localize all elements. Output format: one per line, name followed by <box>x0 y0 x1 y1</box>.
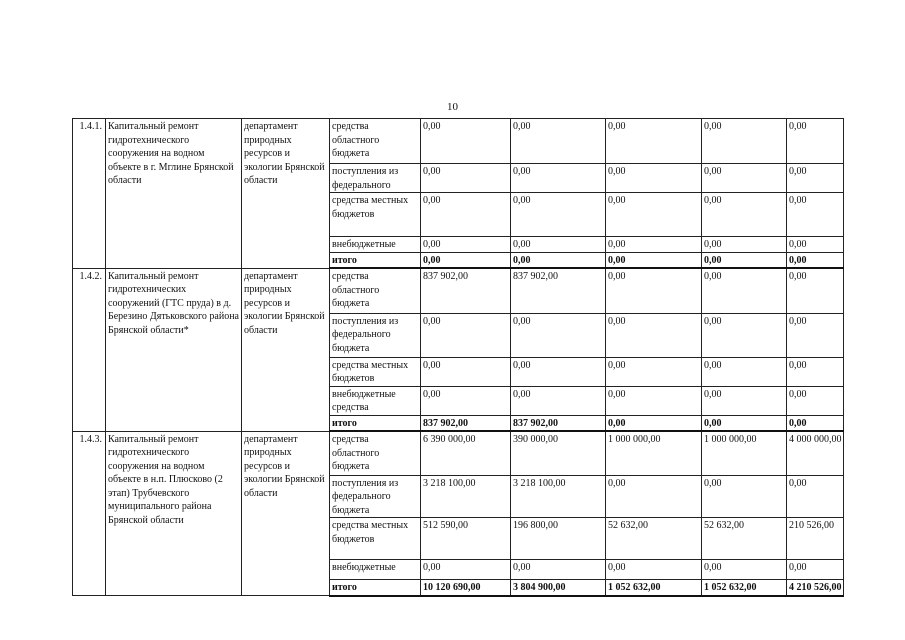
funding-source: поступления из федерального <box>330 164 421 193</box>
amount-cell: 0,00 <box>606 268 702 313</box>
amount-cell: 0,00 <box>787 475 844 518</box>
amount-cell: 0,00 <box>511 313 606 357</box>
amount-cell: 1 000 000,00 <box>702 431 787 475</box>
amount-cell: 0,00 <box>421 313 511 357</box>
funding-source: внебюджетные средства <box>330 386 421 415</box>
amount-cell: 0,00 <box>421 164 511 193</box>
amount-cell: 0,00 <box>702 386 787 415</box>
amount-cell: 0,00 <box>787 164 844 193</box>
amount-cell: 0,00 <box>511 386 606 415</box>
amount-cell: 0,00 <box>421 252 511 268</box>
funding-source: средства областного бюджета <box>330 268 421 313</box>
funding-source: средства местных бюджетов <box>330 193 421 237</box>
amount-cell: 0,00 <box>787 193 844 237</box>
amount-cell: 0,00 <box>421 237 511 253</box>
amount-cell: 0,00 <box>702 268 787 313</box>
amount-cell: 210 526,00 <box>787 518 844 560</box>
amount-cell: 0,00 <box>511 237 606 253</box>
amount-cell: 10 120 690,00 <box>421 580 511 596</box>
amount-cell: 0,00 <box>702 415 787 431</box>
amount-cell: 0,00 <box>702 475 787 518</box>
amount-cell: 0,00 <box>511 560 606 580</box>
project-name: Капитальный ремонт гидротехнических сооружений (ГТС пруда) в д. Березино Дятьковского района Брянской области* <box>106 268 242 431</box>
amount-cell: 0,00 <box>702 119 787 164</box>
amount-cell: 6 390 000,00 <box>421 431 511 475</box>
amount-cell: 390 000,00 <box>511 431 606 475</box>
project-name: Капитальный ремонт гидротехнического сооружения на водном объекте в н.п. Плюсково (2 этап) Трубчевского муниципального района Брянской области <box>106 431 242 596</box>
amount-cell: 0,00 <box>787 386 844 415</box>
funding-source: поступления из федерального бюджета <box>330 475 421 518</box>
amount-cell: 0,00 <box>606 560 702 580</box>
amount-cell: 0,00 <box>421 357 511 386</box>
amount-cell: 0,00 <box>421 193 511 237</box>
table-row <box>73 268 844 313</box>
amount-cell: 0,00 <box>606 119 702 164</box>
amount-cell: 0,00 <box>421 560 511 580</box>
funding-source: средства областного бюджета <box>330 431 421 475</box>
funding-source: итого <box>330 415 421 431</box>
amount-cell: 196 800,00 <box>511 518 606 560</box>
project-index: 1.4.1. <box>73 119 106 269</box>
funding-source: средства местных бюджетов <box>330 518 421 560</box>
project-index: 1.4.3. <box>73 431 106 596</box>
amount-cell: 3 218 100,00 <box>421 475 511 518</box>
funding-source: поступления из федерального бюджета <box>330 313 421 357</box>
project-executor: департамент природных ресурсов и экологии Брянской области <box>242 268 330 431</box>
amount-cell: 0,00 <box>702 313 787 357</box>
table-row <box>73 431 844 475</box>
amount-cell: 4 210 526,00 <box>787 580 844 596</box>
amount-cell: 0,00 <box>606 313 702 357</box>
amount-cell: 1 052 632,00 <box>702 580 787 596</box>
funding-source: внебюджетные <box>330 560 421 580</box>
amount-cell: 0,00 <box>702 237 787 253</box>
amount-cell: 52 632,00 <box>606 518 702 560</box>
amount-cell: 0,00 <box>511 357 606 386</box>
amount-cell: 0,00 <box>606 357 702 386</box>
amount-cell: 0,00 <box>787 415 844 431</box>
funding-source: итого <box>330 252 421 268</box>
amount-cell: 837 902,00 <box>511 268 606 313</box>
table-body <box>73 119 844 596</box>
amount-cell: 3 804 900,00 <box>511 580 606 596</box>
amount-cell: 0,00 <box>421 386 511 415</box>
amount-cell: 0,00 <box>606 237 702 253</box>
project-name: Капитальный ремонт гидротехнического сооружения на водном объекте в г. Мглине Брянской области <box>106 119 242 269</box>
amount-cell: 1 000 000,00 <box>606 431 702 475</box>
amount-cell: 0,00 <box>511 119 606 164</box>
amount-cell: 837 902,00 <box>421 268 511 313</box>
budget-table <box>72 118 844 597</box>
table-row <box>73 119 844 164</box>
amount-cell: 0,00 <box>702 193 787 237</box>
amount-cell: 0,00 <box>702 357 787 386</box>
amount-cell: 0,00 <box>511 164 606 193</box>
amount-cell: 837 902,00 <box>421 415 511 431</box>
funding-source: средства областного бюджета <box>330 119 421 164</box>
amount-cell: 0,00 <box>606 415 702 431</box>
amount-cell: 0,00 <box>702 164 787 193</box>
amount-cell: 0,00 <box>787 252 844 268</box>
amount-cell: 0,00 <box>606 475 702 518</box>
amount-cell: 0,00 <box>787 357 844 386</box>
funding-source: итого <box>330 580 421 596</box>
amount-cell: 0,00 <box>511 193 606 237</box>
amount-cell: 0,00 <box>606 252 702 268</box>
amount-cell: 4 000 000,00 <box>787 431 844 475</box>
amount-cell: 0,00 <box>787 560 844 580</box>
amount-cell: 0,00 <box>787 313 844 357</box>
amount-cell: 0,00 <box>511 252 606 268</box>
project-executor: департамент природных ресурсов и экологии Брянской области <box>242 119 330 269</box>
amount-cell: 0,00 <box>421 119 511 164</box>
project-index: 1.4.2. <box>73 268 106 431</box>
amount-cell: 3 218 100,00 <box>511 475 606 518</box>
funding-source: внебюджетные <box>330 237 421 253</box>
amount-cell: 837 902,00 <box>511 415 606 431</box>
amount-cell: 0,00 <box>787 237 844 253</box>
amount-cell: 0,00 <box>702 560 787 580</box>
amount-cell: 0,00 <box>606 193 702 237</box>
amount-cell: 52 632,00 <box>702 518 787 560</box>
amount-cell: 0,00 <box>787 268 844 313</box>
funding-source: средства местных бюджетов <box>330 357 421 386</box>
amount-cell: 512 590,00 <box>421 518 511 560</box>
project-executor: департамент природных ресурсов и экологии Брянской области <box>242 431 330 596</box>
amount-cell: 1 052 632,00 <box>606 580 702 596</box>
amount-cell: 0,00 <box>702 252 787 268</box>
amount-cell: 0,00 <box>787 119 844 164</box>
page-number: 10 <box>447 101 458 113</box>
amount-cell: 0,00 <box>606 164 702 193</box>
amount-cell: 0,00 <box>606 386 702 415</box>
